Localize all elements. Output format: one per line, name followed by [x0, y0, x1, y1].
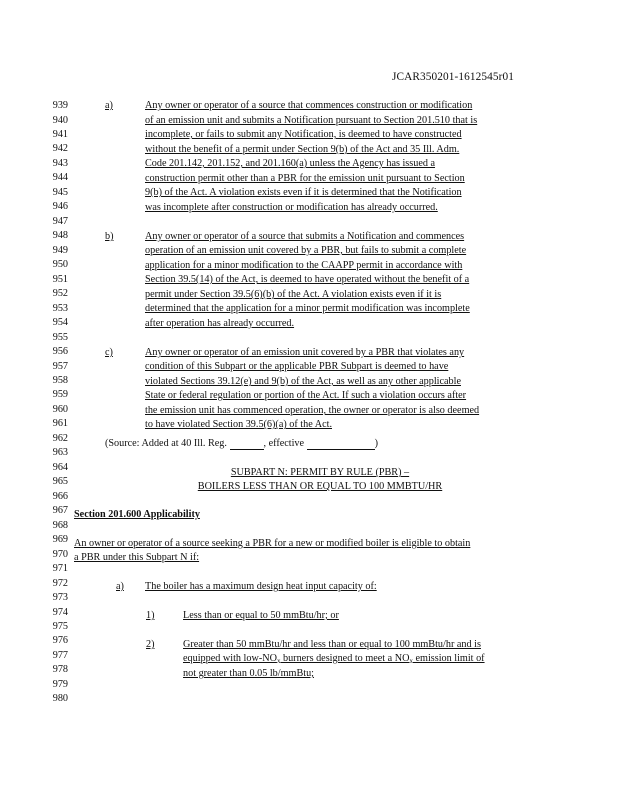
- para-a-line: without the benefit of a permit under Section 9(b) of the Act and 35 Ill. Adm.: [145, 144, 460, 155]
- line-number: 941: [52, 128, 68, 140]
- subpart-heading-line: BOILERS LESS THAN OR EQUAL TO 100 MMBTU/HR: [197, 481, 443, 492]
- line-number: 944: [52, 172, 68, 184]
- para-a-line: was incomplete after construction or modification has already occurred.: [145, 202, 438, 213]
- line-number: 963: [52, 447, 68, 459]
- blank-effective-date: [307, 439, 375, 450]
- line-number: 979: [52, 678, 68, 690]
- line-number: 976: [52, 635, 68, 647]
- line-number: 954: [52, 317, 68, 329]
- para-a-line: construction permit other than a PBR for the emission unit pursuant to Section: [145, 173, 465, 184]
- para-a-line: a) Any owner or operator of a source that commences construction or modification: [105, 100, 473, 111]
- para-c-line: State or federal regulation or portion of the Act. If such a violation occurs after: [145, 390, 467, 401]
- document-id: JCAR350201-1612545r01: [392, 71, 514, 83]
- line-number: 965: [52, 476, 68, 488]
- line-number: 956: [52, 346, 68, 357]
- para-a-line: incomplete, or fails to submit any Notification, is deemed to have constructed: [145, 129, 462, 140]
- line-number: 953: [52, 302, 68, 314]
- line-number: 967: [52, 505, 68, 517]
- line-number: 975: [52, 620, 68, 632]
- line-number: 973: [52, 592, 68, 603]
- line-number: 977: [52, 649, 68, 661]
- line-number: 958: [52, 374, 68, 386]
- line-number: 951: [52, 273, 68, 285]
- para-c-line: c) Any owner or operator of an emission unit covered by a PBR that violates any: [105, 347, 465, 358]
- line-number: 939: [52, 100, 68, 111]
- para-b-line: after operation has already occurred.: [145, 318, 295, 329]
- line-number: 962: [52, 432, 68, 444]
- blank-reg-number: [230, 439, 264, 450]
- subpart-heading-line: SUBPART N: PERMIT BY RULE (PBR) –: [230, 467, 410, 478]
- line-number: 945: [52, 186, 68, 198]
- line-number: 959: [52, 389, 68, 401]
- line-number: 947: [52, 215, 68, 227]
- para-b-line: b) Any owner or operator of a source that submits a Notification and commences: [105, 231, 465, 242]
- line-number: 978: [52, 664, 68, 676]
- line-number: 943: [52, 157, 68, 169]
- para-a-line: of an emission unit and submits a Notification pursuant to Section 201.510 that is: [145, 115, 478, 126]
- item-a: a) The boiler has a maximum design heat input capacity of:: [116, 581, 377, 592]
- para-b-line: Section 39.5(14) of the Act, is deemed to have operated without the benefit of a: [145, 274, 470, 285]
- para-c-line: violated Sections 39.12(e) and 9(b) of the Act, as well as any other applicable: [145, 376, 461, 387]
- intro-line: An owner or operator of a source seeking a PBR for a new or modified boiler is eligible to obtain: [74, 538, 471, 549]
- para-b-line: permit under Section 39.5(6)(b) of the Act. A violation exists even if it is: [145, 289, 442, 300]
- line-number: 946: [52, 201, 68, 213]
- item-2-line: equipped with low-$NO_x$ burners designed to meet a $NO_x$ emission limit of: [183, 653, 485, 665]
- line-number: 966: [52, 490, 68, 502]
- line-number: 969: [52, 534, 68, 546]
- line-number: 968: [52, 519, 68, 531]
- line-number: 950: [52, 259, 68, 271]
- line-number: 948: [52, 230, 68, 242]
- intro-line: a PBR under this Subpart N if:: [74, 552, 200, 563]
- line-number: 942: [52, 143, 68, 155]
- item-2: 2) Greater than 50 mmBtu/hr and less than or equal to 100 mmBtu/hr and is: [146, 639, 481, 650]
- para-c-line: condition of this Subpart or the applicable PBR Subpart is deemed to have: [145, 361, 449, 372]
- line-number: 964: [52, 461, 68, 473]
- line-number: 980: [52, 693, 68, 705]
- para-c-line: the emission unit has commenced operation, the owner or operator is also deemed: [145, 405, 480, 416]
- para-b-label: b): [105, 231, 114, 242]
- line-number: 952: [52, 288, 68, 300]
- line-number: 971: [52, 563, 68, 574]
- para-a-label: a): [105, 100, 113, 111]
- line-number: 974: [52, 606, 68, 618]
- para-b-line: application for a minor modification to the CAAPP permit in accordance with: [145, 260, 463, 271]
- para-c-label: c): [105, 347, 113, 358]
- line-number: 949: [52, 244, 68, 256]
- para-a-line: 9(b) of the Act. A violation exists even if it is determined that the Notification: [145, 187, 462, 198]
- line-number: 961: [52, 418, 68, 430]
- para-c-line: to have violated Section 39.5(6)(a) of the Act.: [145, 419, 332, 430]
- para-b-line: operation of an emission unit covered by a PBR, but fails to submit a complete: [145, 245, 467, 256]
- item-2-line: not greater than 0.05 lb/mmBtu;: [183, 668, 314, 679]
- line-number: 970: [52, 548, 68, 560]
- para-b-line: determined that the application for a minor permit modification was incomplete: [145, 303, 470, 314]
- para-a-line: Code 201.142, 201.152, and 201.160(a) unless the Agency has issued a: [145, 158, 436, 169]
- line-number: 955: [52, 331, 68, 343]
- line-number: 940: [52, 114, 68, 126]
- item-1: 1) Less than or equal to 50 mmBtu/hr; or: [146, 610, 339, 621]
- line-number: 960: [52, 403, 68, 415]
- line-number: 972: [52, 577, 68, 589]
- section-title: Section 201.600 Applicability: [74, 509, 200, 520]
- source-note: (Source: Added at 40 Ill. Reg. , effective ): [105, 438, 378, 449]
- line-number: 957: [52, 360, 68, 372]
